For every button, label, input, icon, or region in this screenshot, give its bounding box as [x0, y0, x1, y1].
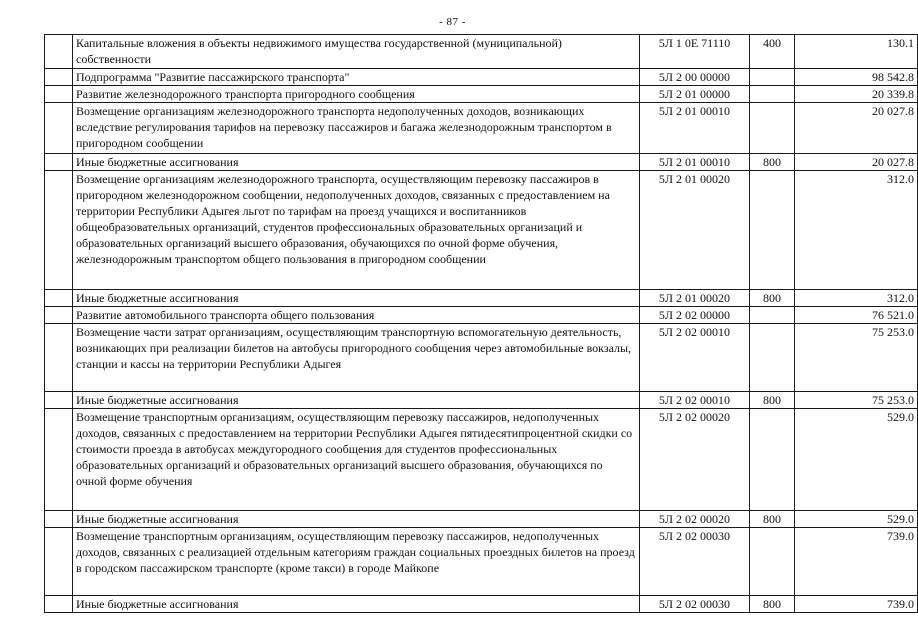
row-name-cell: Развитие железнодорожного транспорта пригородного сообщения [73, 86, 640, 103]
row-blank-cell [45, 511, 73, 528]
row-name-cell: Иные бюджетные ассигнования [73, 511, 640, 528]
row-blank-cell [45, 528, 73, 596]
row-vr-cell [750, 171, 795, 290]
row-sum-cell: 75 253.0 [795, 392, 918, 409]
row-sum-cell: 98 542.8 [795, 69, 918, 86]
row-blank-cell [45, 154, 73, 171]
row-name-cell: Возмещение организациям железнодорожного транспорта, осуществляющим перевозку пассажиров в пригородном железнодорожном сообщении, недополученных доходов, связанных с предоставлением на территории Республики Адыгея льгот по тарифам на проезд учащихся и воспитанников общеобразовательных организаций, студентов профессиональных образовательных организаций и образовательных организаций высшего образования, обучающихся по очной форме обучения, железнодорожным транспортом общего пользования в пригородном сообщении [73, 171, 640, 290]
table-row [45, 528, 918, 596]
row-sum-cell: 20 339.8 [795, 86, 918, 103]
table-row [45, 69, 918, 86]
row-sum-cell: 20 027.8 [795, 154, 918, 171]
row-code-cell: 5Л 2 01 00010 [640, 103, 750, 154]
row-blank-cell [45, 103, 73, 154]
row-name-cell: Возмещение организациям железнодорожного транспорта недополученных доходов, возникающих вследствие регулирования тарифов на перевозку пассажиров и багажа железнодорожным транспортом в пригородном сообщении [73, 103, 640, 154]
row-vr-cell [750, 324, 795, 392]
row-code-cell: 5Л 2 02 00030 [640, 528, 750, 596]
row-blank-cell [45, 596, 73, 613]
row-code-cell: 5Л 2 02 00010 [640, 324, 750, 392]
table-row [45, 154, 918, 171]
row-vr-cell: 800 [750, 511, 795, 528]
row-blank-cell [45, 86, 73, 103]
row-sum-cell: 76 521.0 [795, 307, 918, 324]
row-vr-cell: 800 [750, 596, 795, 613]
row-sum-cell: 739.0 [795, 528, 918, 596]
row-sum-cell: 312.0 [795, 290, 918, 307]
row-vr-cell [750, 528, 795, 596]
row-name-cell: Возмещение транспортным организациям, осуществляющим перевозку пассажиров, недополученных доходов, связанных с предоставлением на территории Республики Адыгея пятидесятипроцентной скидки со стоимости проезда в автобусах междугородного сообщения для студентов профессиональных образовательных организаций и образовательных организаций высшего образования, обучающихся по очной форме обучения [73, 409, 640, 511]
row-sum-cell: 529.0 [795, 409, 918, 511]
row-code-cell: 5Л 2 01 00000 [640, 86, 750, 103]
row-vr-cell: 800 [750, 392, 795, 409]
row-name-cell: Подпрограмма "Развитие пассажирского транспорта" [73, 69, 640, 86]
row-blank-cell [45, 171, 73, 290]
table-row [45, 290, 918, 307]
row-vr-cell: 400 [750, 35, 795, 69]
row-sum-cell: 20 027.8 [795, 103, 918, 154]
table-row [45, 324, 918, 392]
row-blank-cell [45, 35, 73, 69]
page-number: - 87 - [439, 16, 466, 28]
row-name-cell: Капитальные вложения в объекты недвижимого имущества государственной (муниципальной) собственности [73, 35, 640, 69]
row-name-cell: Возмещение части затрат организациям, осуществляющим транспортную вспомогательную деятельность, возникающих при реализации билетов на автобусы пригородного сообщения через автомобильные вокзалы, станции и кассы на территории Республики Адыгея [73, 324, 640, 392]
row-name-cell: Иные бюджетные ассигнования [73, 392, 640, 409]
row-blank-cell [45, 392, 73, 409]
row-blank-cell [45, 290, 73, 307]
row-blank-cell [45, 409, 73, 511]
table-row [45, 409, 918, 511]
table-row [45, 307, 918, 324]
row-code-cell: 5Л 1 0Е 71110 [640, 35, 750, 69]
row-code-cell: 5Л 2 02 00010 [640, 392, 750, 409]
table-row [45, 392, 918, 409]
table-row [45, 511, 918, 528]
table-row [45, 86, 918, 103]
row-name-cell: Иные бюджетные ассигнования [73, 596, 640, 613]
row-blank-cell [45, 69, 73, 86]
row-vr-cell [750, 409, 795, 511]
table-row [45, 171, 918, 290]
row-name-cell: Развитие автомобильного транспорта общего пользования [73, 307, 640, 324]
row-vr-cell [750, 307, 795, 324]
row-code-cell: 5Л 2 01 00020 [640, 171, 750, 290]
row-name-cell: Иные бюджетные ассигнования [73, 154, 640, 171]
row-vr-cell: 800 [750, 154, 795, 171]
row-code-cell: 5Л 2 02 00020 [640, 409, 750, 511]
table-row [45, 35, 918, 69]
row-vr-cell [750, 69, 795, 86]
budget-table-body [45, 35, 918, 613]
row-code-cell: 5Л 2 02 00020 [640, 511, 750, 528]
row-code-cell: 5Л 2 00 00000 [640, 69, 750, 86]
table-row [45, 596, 918, 613]
row-vr-cell [750, 86, 795, 103]
row-sum-cell: 529.0 [795, 511, 918, 528]
row-code-cell: 5Л 2 02 00030 [640, 596, 750, 613]
budget-table [44, 34, 918, 613]
row-sum-cell: 739.0 [795, 596, 918, 613]
row-name-cell: Возмещение транспортным организациям, осуществляющим перевозку пассажиров, недополученных доходов, связанных с реализацией отдельным категориям граждан социальных проездных билетов на проезд в городском пассажирском транспорте (кроме такси) в городе Майкопе [73, 528, 640, 596]
row-name-cell: Иные бюджетные ассигнования [73, 290, 640, 307]
row-blank-cell [45, 307, 73, 324]
table-row [45, 103, 918, 154]
row-sum-cell: 130.1 [795, 35, 918, 69]
row-code-cell: 5Л 2 02 00000 [640, 307, 750, 324]
row-sum-cell: 75 253.0 [795, 324, 918, 392]
row-blank-cell [45, 324, 73, 392]
row-code-cell: 5Л 2 01 00020 [640, 290, 750, 307]
row-vr-cell [750, 103, 795, 154]
row-vr-cell: 800 [750, 290, 795, 307]
row-code-cell: 5Л 2 01 00010 [640, 154, 750, 171]
row-sum-cell: 312.0 [795, 171, 918, 290]
